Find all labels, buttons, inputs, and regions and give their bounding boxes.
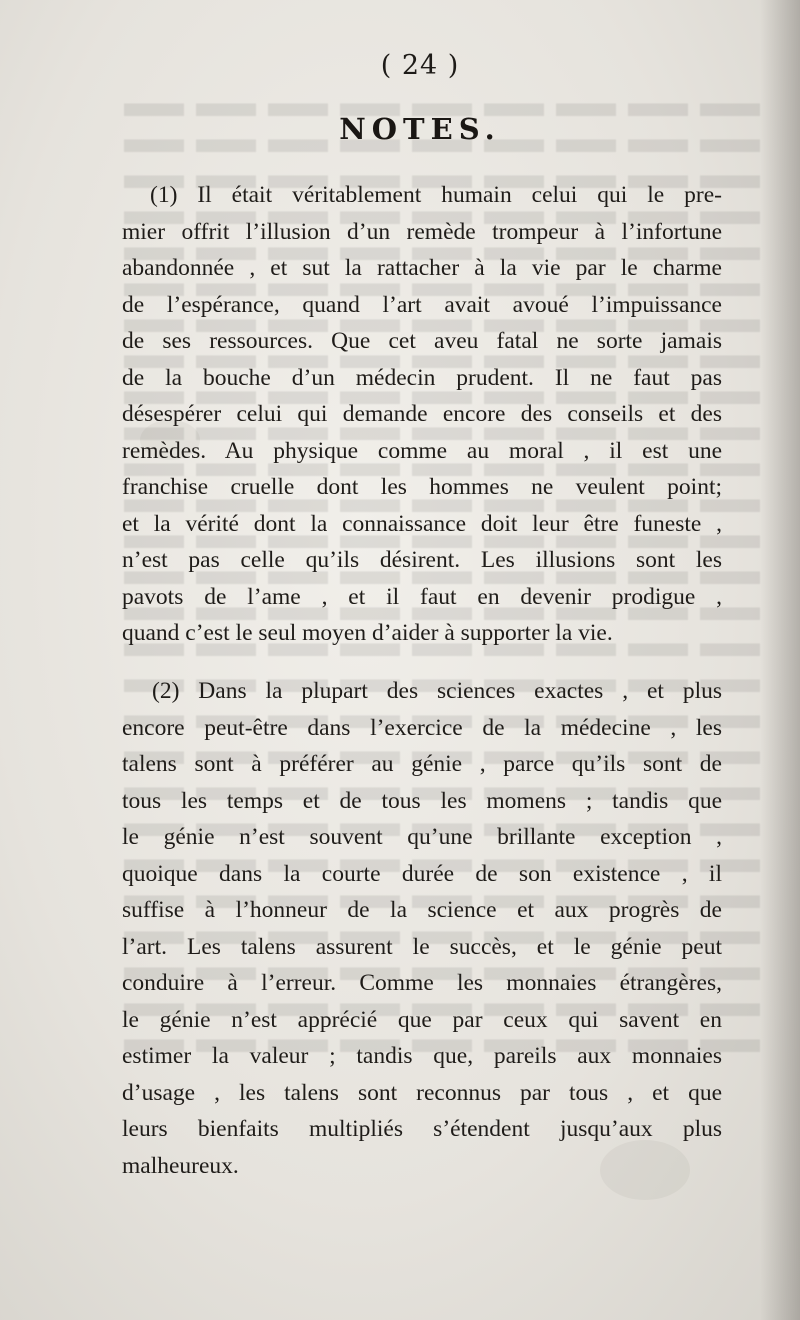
text-line: de ses ressources. Que cet aveu fatal ne sorte jamais [122, 328, 722, 354]
text-line: quoique dans la courte durée de son existence , il [122, 860, 722, 887]
text-line: désespérer celui qui demande encore des conseils et des [122, 401, 722, 427]
text-line: leurs bienfaits multipliés s’étendent jusqu’aux plus [122, 1116, 722, 1142]
text-line: (2) Dans la plupart des sciences exactes , et plus [152, 678, 722, 704]
text-line: (1) Il était véritablement humain celui qui le pre- [150, 182, 722, 208]
text-line: malheureux. [122, 1152, 239, 1179]
text-line: le génie n’est souvent qu’une brillante exception , [122, 824, 722, 850]
text-line: encore peut-être dans l’exercice de la médecine , les [122, 714, 722, 741]
text-line: quand c’est le seul moyen d’aider à supporter la vie. [122, 620, 613, 646]
text-line: conduire à l’erreur. Comme les monnaies étrangères, [122, 970, 722, 996]
text-line: suffise à l’honneur de la science et aux progrès de [122, 897, 722, 923]
text-line: abandonnée , et sut la rattacher à la vie par le charme [122, 255, 722, 281]
text-line: de la bouche d’un médecin prudent. Il ne faut pas [122, 364, 722, 391]
text-line: talens sont à préférer au génie , parce qu’ils sont de [122, 751, 722, 777]
note-1-paragraph [122, 177, 722, 652]
text-line: de l’espérance, quand l’art avait avoué l’impuissance [122, 291, 722, 318]
page-heading: NOTES. [339, 112, 501, 146]
text-line: franchise cruelle dont les hommes ne veulent point; [122, 474, 722, 500]
text-line: et la vérité dont la connaissance doit leur être funeste , [122, 510, 722, 537]
text-line: n’est pas celle qu’ils désirent. Les illusions sont les [122, 547, 722, 573]
text-line: tous les temps et de tous les momens ; tandis que [122, 787, 722, 814]
text-line: le génie n’est apprécié que par ceux qui savent en [122, 1006, 722, 1033]
text-line: mier offrit l’illusion d’un remède trompeur à l’infortune [122, 218, 722, 245]
text-line: pavots de l’ame , et il faut en devenir prodigue , [122, 583, 722, 610]
page-edge-shadow [760, 0, 800, 1320]
text-line: remèdes. Au physique comme au moral , il est une [122, 437, 722, 464]
note-2-paragraph [122, 673, 722, 1184]
text-line: estimer la valeur ; tandis que, pareils aux monnaies [122, 1043, 722, 1069]
text-line: d’usage , les talens sont reconnus par tous , et que [122, 1079, 722, 1106]
page-number: ( 24 ) [380, 50, 460, 81]
text-line: l’art. Les talens assurent le succès, et le génie peut [122, 933, 722, 960]
